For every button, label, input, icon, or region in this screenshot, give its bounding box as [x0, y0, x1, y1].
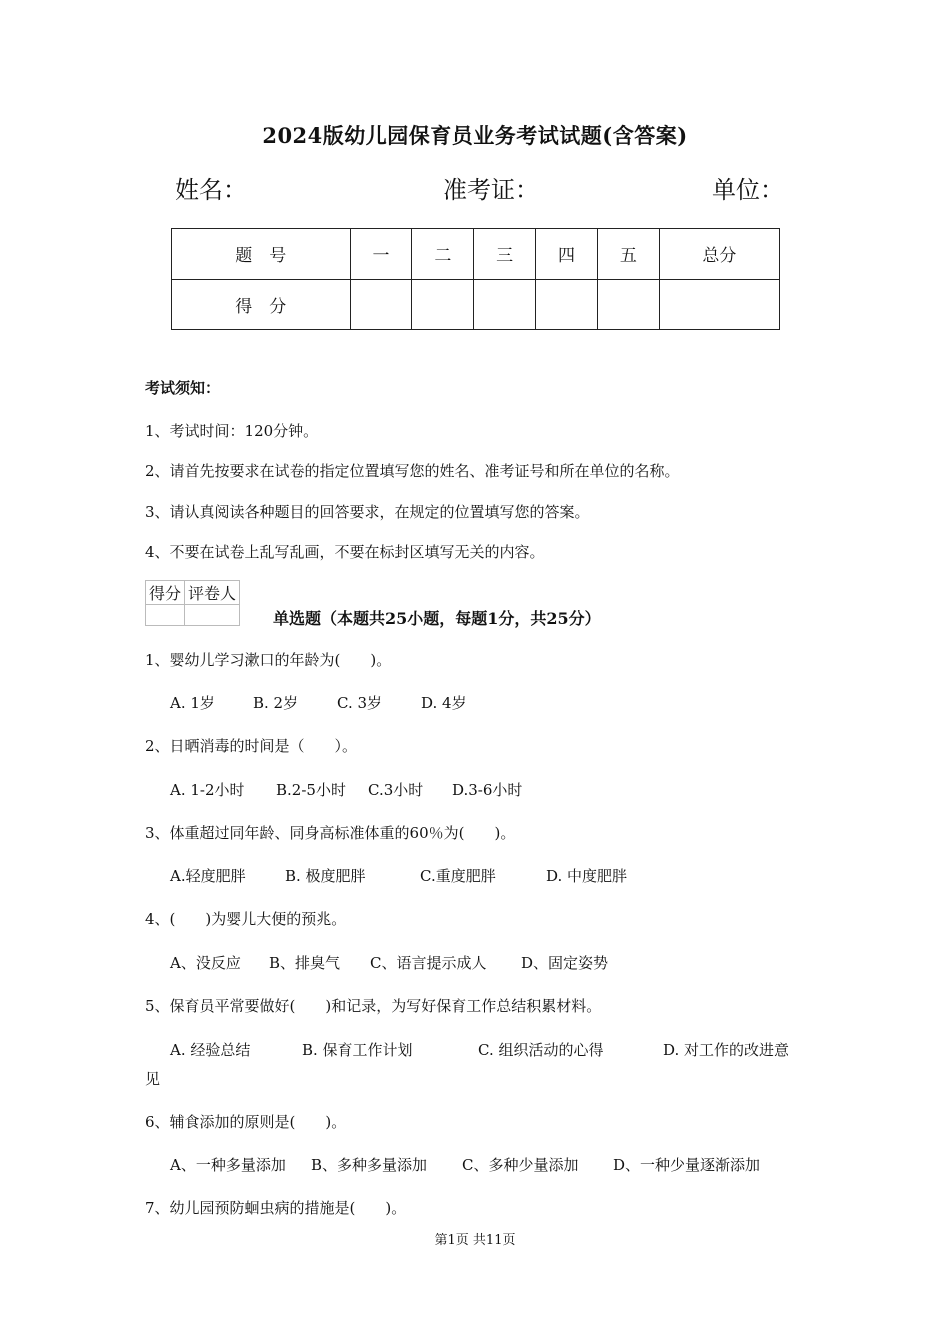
notice-heading: 考试须知： [145, 379, 221, 397]
grader-reviewer-label: 评卷人 [185, 581, 240, 605]
document-title: 2024版幼儿园保育员业务考试试题(含答案) [262, 123, 688, 148]
score-cell: 二 [412, 229, 474, 280]
option[interactable]: D.3-6小时 [452, 781, 523, 799]
options-row [170, 1154, 760, 1175]
option[interactable]: C、多种少量添加 [462, 1156, 579, 1174]
score-cell: 三 [474, 229, 536, 280]
grader-reviewer-cell[interactable] [185, 605, 240, 626]
option[interactable]: A. 1岁 [170, 694, 215, 712]
option[interactable]: C. 组织活动的心得 [478, 1041, 604, 1059]
score-input-cell[interactable] [350, 279, 412, 330]
score-table-score-row [172, 279, 780, 330]
page-footer: 第1页 共11页 [434, 1233, 516, 1248]
option[interactable]: B. 保育工作计划 [302, 1041, 413, 1059]
score-input-cell[interactable] [597, 279, 659, 330]
options-row [170, 779, 522, 800]
score-cell: 五 [597, 229, 659, 280]
notice-item: 3、请认真阅读各种题目的回答要求，在规定的位置填写您的答案。 [145, 503, 590, 521]
option[interactable]: A. 1-2小时 [170, 781, 245, 799]
option[interactable]: A、一种多量添加 [170, 1156, 286, 1174]
ticket-label: 准考证： [443, 176, 539, 204]
option[interactable]: D、固定姿势 [521, 954, 609, 972]
option[interactable]: B. 2岁 [253, 694, 299, 712]
score-cell: 一 [350, 229, 412, 280]
option[interactable]: B. 极度肥胖 [285, 867, 366, 885]
option[interactable]: B、排臭气 [269, 954, 341, 972]
score-cell: 题 号 [172, 229, 351, 280]
option[interactable]: D. 4岁 [421, 694, 467, 712]
score-cell: 总分 [659, 229, 779, 280]
grader-score-label: 得分 [146, 581, 185, 605]
question: 1、婴幼儿学习漱口的年龄为( )。 [145, 651, 392, 669]
question: 7、幼儿园预防蛔虫病的措施是( )。 [145, 1199, 407, 1217]
notice-item: 2、请首先按要求在试卷的指定位置填写您的姓名、准考证号和所在单位的名称。 [145, 462, 680, 480]
option[interactable]: C.3小时 [368, 781, 424, 799]
score-input-cell[interactable] [474, 279, 536, 330]
option[interactable]: D. 中度肥胖 [546, 867, 628, 885]
option[interactable]: A、没反应 [170, 954, 241, 972]
options-row [170, 692, 467, 713]
options-row [170, 952, 608, 973]
option[interactable]: A. 经验总结 [170, 1041, 251, 1059]
score-row-label: 得 分 [172, 279, 351, 330]
name-label: 姓名： [175, 176, 247, 204]
options-row [170, 1039, 789, 1060]
question: 4、( )为婴儿大便的预兆。 [145, 910, 347, 928]
option[interactable]: A.轻度肥胖 [170, 867, 246, 885]
option[interactable]: C、语言提示成人 [370, 954, 487, 972]
option[interactable]: D. 对工作的改进意 [663, 1041, 790, 1059]
options-row [170, 865, 627, 886]
question: 6、辅食添加的原则是( )。 [145, 1113, 347, 1131]
grader-box [145, 580, 240, 626]
unit-label: 单位： [712, 176, 784, 204]
question: 2、日晒消毒的时间是（ ）。 [145, 737, 358, 755]
notice-item: 1、考试时间：120分钟。 [145, 422, 319, 440]
option[interactable]: B.2-5小时 [276, 781, 346, 799]
score-input-cell[interactable] [536, 279, 598, 330]
question: 5、保育员平常要做好( )和记录，为写好保育工作总结积累材料。 [145, 997, 602, 1015]
grader-score-cell[interactable] [146, 605, 185, 626]
question: 3、体重超过同年龄、同身高标准体重的60％为( )。 [145, 824, 516, 842]
option[interactable]: C.重度肥胖 [420, 867, 496, 885]
score-table-header-row [172, 229, 780, 280]
option-wrap-text: 见 [145, 1070, 161, 1088]
option[interactable]: B、多种多量添加 [311, 1156, 428, 1174]
score-table [171, 228, 780, 330]
score-cell: 四 [536, 229, 598, 280]
notice-item: 4、不要在试卷上乱写乱画，不要在标封区填写无关的内容。 [145, 543, 545, 561]
score-input-cell[interactable] [412, 279, 474, 330]
option[interactable]: D、一种少量逐渐添加 [613, 1156, 761, 1174]
option[interactable]: C. 3岁 [337, 694, 383, 712]
section-title: 单选题（本题共25小题，每题1分，共25分） [273, 609, 601, 628]
score-input-cell[interactable] [659, 279, 779, 330]
